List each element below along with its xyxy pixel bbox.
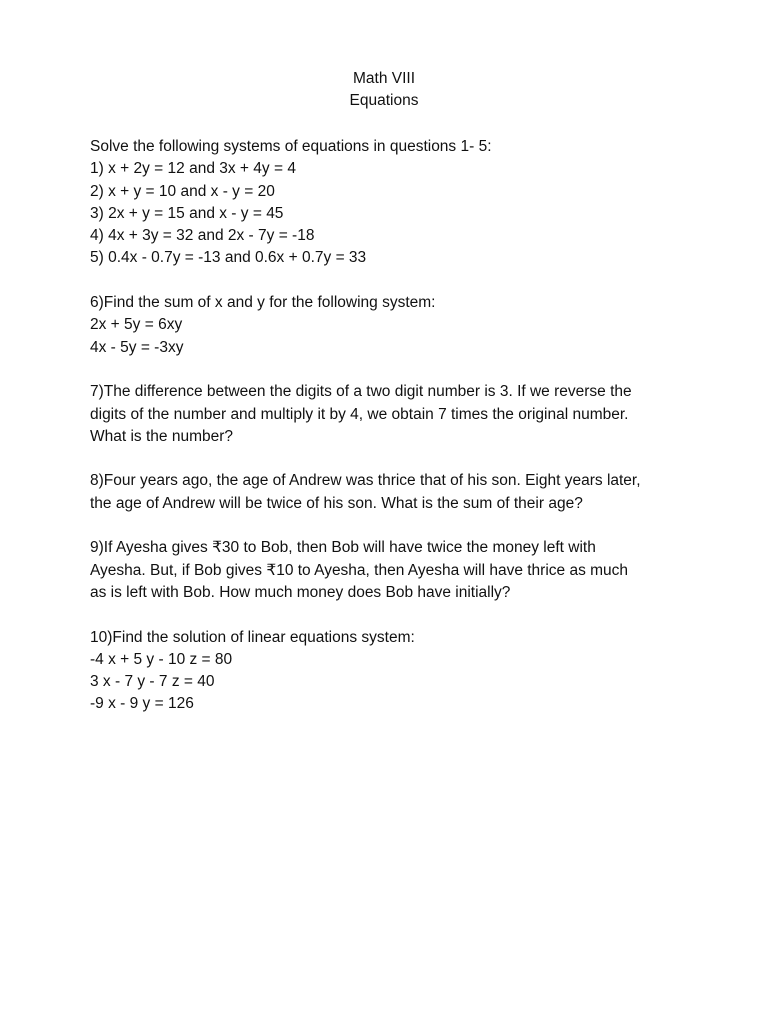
question-7-line-3: What is the number? bbox=[90, 427, 234, 445]
question-9-line-1: 9)If Ayesha gives ₹30 to Bob, then Bob will have twice the money left with bbox=[90, 539, 596, 557]
document-title: Math VIII bbox=[352, 70, 416, 87]
spacer bbox=[90, 448, 690, 470]
question-1: 1) x + 2y = 12 and 3x + 4y = 4 bbox=[90, 160, 296, 178]
question-2: 2) x + y = 10 and x - y = 20 bbox=[90, 182, 275, 200]
section-intro: Solve the following systems of equations in questions 1- 5: bbox=[90, 138, 492, 155]
question-3: 3) 2x + y = 15 and x - y = 45 bbox=[90, 204, 284, 222]
question-7-line-2: digits of the number and multiply it by 4, we obtain 7 times the original number. bbox=[90, 405, 629, 423]
question-10-equation-1: -4 x + 5 y - 10 z = 80 bbox=[90, 650, 233, 668]
question-6 bbox=[90, 292, 690, 359]
question-8-line-1: 8)Four years ago, the age of Andrew was thrice that of his son. Eight years later, bbox=[90, 472, 641, 490]
question-4: 4) 4x + 3y = 32 and 2x - 7y = -18 bbox=[90, 227, 315, 245]
question-10-equation-3: -9 x - 9 y = 126 bbox=[90, 695, 194, 713]
question-7-line-1: 7)The difference between the digits of a two digit number is 3. If we reverse the bbox=[90, 383, 632, 401]
question-8-line-2: the age of Andrew will be twice of his son. What is the sum of their age? bbox=[90, 494, 583, 512]
spacer bbox=[90, 270, 690, 292]
question-6-prompt: 6)Find the sum of x and y for the following system: bbox=[90, 294, 436, 312]
document-subtitle: Equations bbox=[349, 92, 419, 110]
question-6-equation-1: 2x + 5y = 6xy bbox=[90, 316, 183, 334]
spacer bbox=[90, 604, 690, 626]
question-9 bbox=[90, 537, 690, 604]
question-10-equation-2: 3 x - 7 y - 7 z = 40 bbox=[90, 673, 215, 691]
question-6-equation-2: 4x - 5y = -3xy bbox=[90, 338, 184, 356]
question-10 bbox=[90, 627, 690, 716]
question-9-line-2: Ayesha. But, if Bob gives ₹10 to Ayesha, then Ayesha will have thrice as much bbox=[90, 561, 629, 579]
document-header bbox=[0, 68, 768, 113]
spacer bbox=[90, 359, 690, 381]
question-5: 5) 0.4x - 0.7y = -13 and 0.6x + 0.7y = 33 bbox=[90, 249, 367, 267]
spacer bbox=[90, 515, 690, 537]
question-7 bbox=[90, 381, 690, 448]
question-8 bbox=[90, 470, 690, 515]
question-10-prompt: 10)Find the solution of linear equations system: bbox=[90, 628, 415, 646]
question-block-1-5 bbox=[90, 136, 690, 270]
document-body bbox=[90, 136, 690, 716]
question-9-line-3: as is left with Bob. How much money does Bob have initially? bbox=[90, 583, 511, 601]
